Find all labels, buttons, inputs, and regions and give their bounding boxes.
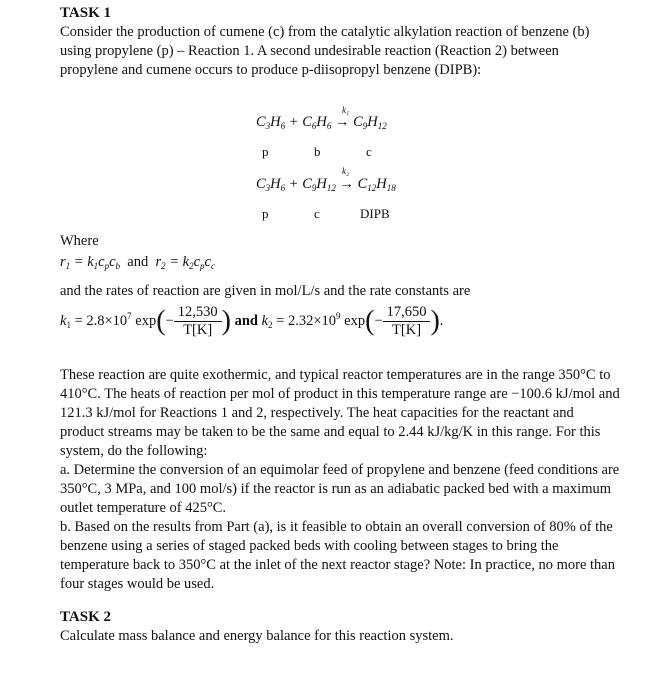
- reaction2-label-c: c: [314, 206, 320, 221]
- task2-title: TASK 2: [60, 609, 111, 625]
- reaction1-label-b: b: [314, 144, 321, 159]
- task1-title: TASK 1: [60, 5, 111, 21]
- rate-constants: $k_1 = 2.8\times 10^7$ exp(− $\frac{12,530}{T[K]}$ ) and $k_2 = 2.32\times 10^9$ exp(− $\frac{17,650}{T[K]}$ ).: [60, 304, 444, 338]
- reaction2-rate-constant: k₂: [342, 166, 350, 176]
- reaction2-label-p: p: [262, 206, 269, 221]
- task2-text: Calculate mass balance and energy balance for this reaction system.: [60, 628, 454, 644]
- reaction1-label-p: p: [262, 144, 269, 159]
- rates-text: and the rates of reaction are given in mol/L/s and the rate constants are: [60, 283, 471, 299]
- part-a: a. Determine the conversion of an equimolar feed of propylene and benzene (feed conditions are 350°C, 3 MPa, and 100 mol/s) if the reactor is run as an adiabatic packed bed with a maximum outlet temperature of 425°C.: [60, 462, 620, 516]
- where-label: Where: [60, 233, 99, 249]
- task1-body: [60, 366, 620, 594]
- reaction1-rate-constant: k₁: [342, 105, 350, 115]
- reaction1-equation: $C_3H_6 + C_6H_6 \to C_9H_{12}$: [256, 114, 387, 131]
- rate-laws: $r_1 = k_1c_pc_b$ and $r_2 = k_2c_pc_c$: [60, 254, 215, 271]
- task1-intro: Consider the production of cumene (c) from the catalytic alkylation reaction of benzene (b) using propylene (p) – Reaction 1. A second undesirable reaction (Reaction 2) between propylene and cumene occurs to produce p-diisopropyl benzene (DIPB):: [60, 24, 590, 78]
- reaction2-label-dipb: DIPB: [360, 206, 390, 221]
- task1-section: [60, 4, 620, 80]
- task2-section: [60, 608, 620, 646]
- reaction1-label-c: c: [366, 144, 372, 159]
- part-b: b. Based on the results from Part (a), is it feasible to obtain an overall conversion of 80% of the benzene using a series of staged packed beds with cooling between stages to bring the temperature back to 350°C at the inlet of the next reactor stage? Note: In practice, no more than four stages would be used.: [60, 519, 615, 592]
- reaction2-equation: $C_3H_6 + C_9H_{12} \to C_{12}H_{18}$: [256, 176, 396, 193]
- body-text: These reaction are quite exothermic, and typical reactor temperatures are in the range 350°C to 410°C. The heats of reaction per mol of product in this temperature range are −100.6 kJ/mol and 121.3 kJ/mol for Reactions 1 and 2, respectively. The heat capacities for the reactant and product streams may be taken to be the same and equal to 2.44 kJ/kg/K in this range. For this system, do the following:: [60, 367, 620, 459]
